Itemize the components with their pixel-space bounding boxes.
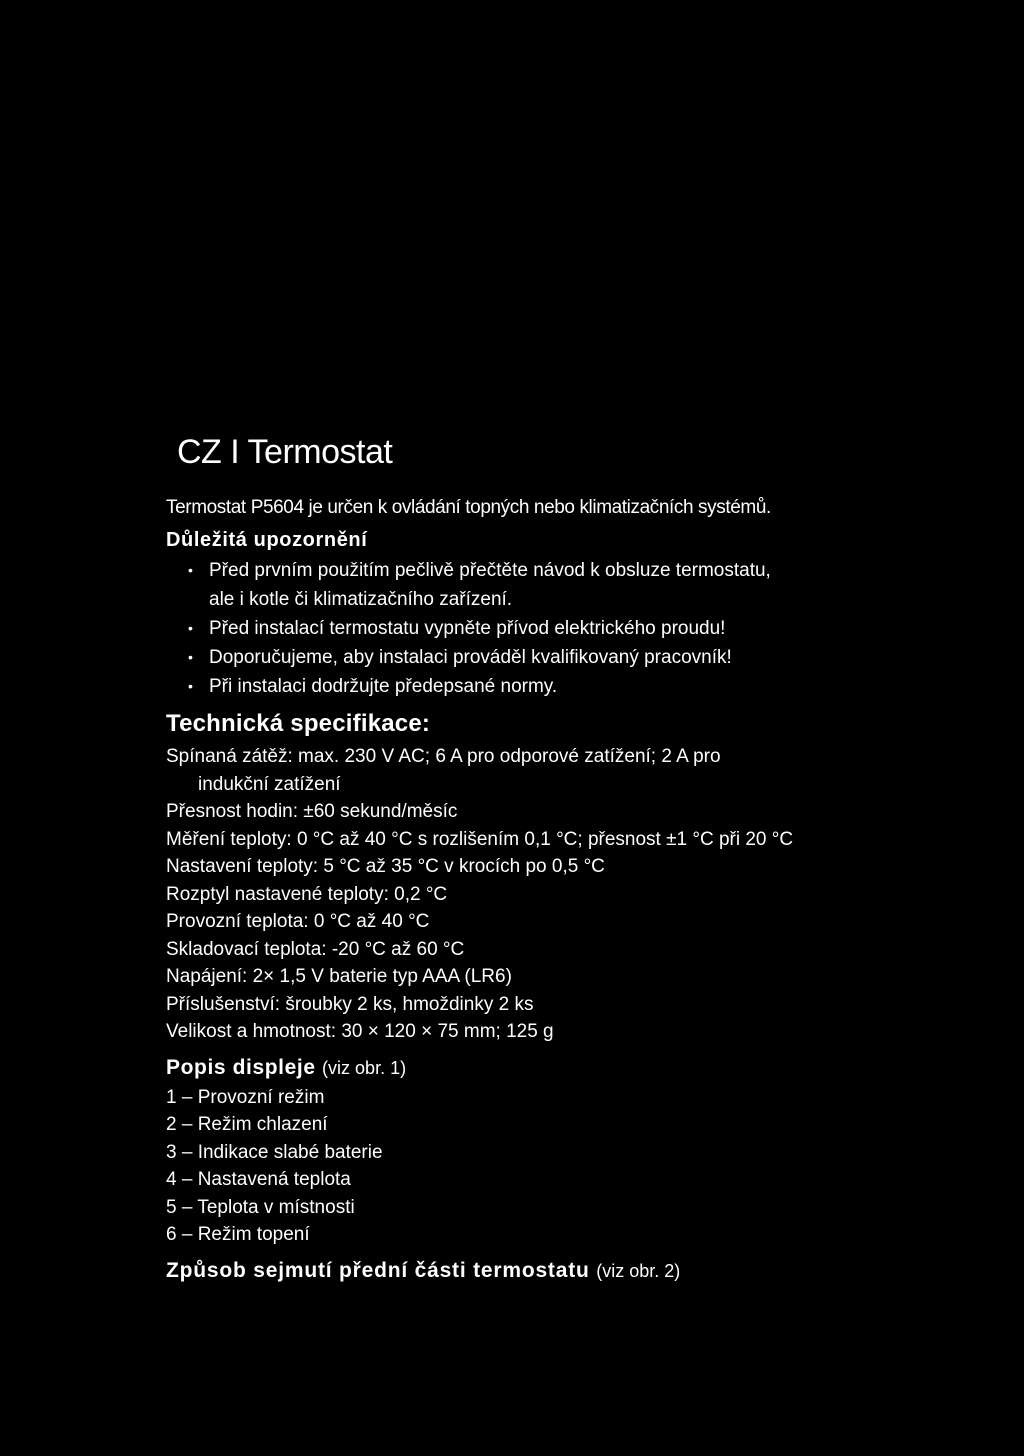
list-item: 5 – Teplota v místnosti — [166, 1196, 355, 1218]
list-item: 2 – Režim chlazení — [166, 1114, 328, 1135]
bullet-icon: • — [188, 620, 193, 636]
spec-line-continuation: indukční zatížení — [198, 773, 341, 795]
bullet-icon: • — [188, 649, 193, 665]
list-item — [166, 672, 866, 701]
spec-line: Skladovací teplota: -20 °C až 60 °C — [166, 938, 465, 960]
bullet-icon: • — [188, 562, 193, 578]
spec-line: Napájení: 2× 1,5 V baterie typ AAA (LR6) — [166, 966, 512, 987]
spec-line: Příslušenství: šroubky 2 ks, hmoždinky 2 ks — [166, 993, 534, 1015]
list-item: 4 – Nastavená teplota — [166, 1169, 351, 1190]
removal-heading — [166, 1255, 866, 1287]
list-item: 6 – Režim topení — [166, 1224, 310, 1245]
display-heading — [166, 1052, 866, 1084]
removal-heading-suffix: (viz obr. 2) — [596, 1260, 681, 1281]
list-item — [166, 614, 866, 643]
removal-heading-text: Způsob sejmutí přední části termostatu — [166, 1258, 590, 1282]
list-item — [166, 643, 866, 672]
bullet-icon: • — [188, 678, 193, 694]
spec-line: Spínaná zátěž: max. 230 V AC; 6 A pro odporové zatížení; 2 A pro — [166, 746, 721, 767]
spec-line: Velikost a hmotnost: 30 × 120 × 75 mm; 125 g — [166, 1021, 554, 1042]
list-item: 3 – Indikace slabé baterie — [166, 1141, 383, 1163]
display-heading-text: Popis displeje — [166, 1055, 316, 1079]
warnings-list — [166, 556, 866, 701]
specs-list — [166, 743, 866, 1046]
list-item-text: ale i kotle či klimatizačního zařízení. — [209, 589, 513, 610]
spec-line: Přesnost hodin: ±60 sekund/měsíc — [166, 801, 458, 822]
display-list — [166, 1084, 866, 1249]
manual-content — [166, 494, 866, 1287]
spec-line: Měření teploty: 0 °C až 40 °C s rozlišením 0,1 °C; přesnost ±1 °C při 20 °C — [166, 828, 794, 850]
list-item-text: Před prvním použitím pečlivě přečtěte návod k obsluze termostatu, — [209, 560, 771, 581]
list-item-text: Před instalací termostatu vypněte přívod elektrického proudu! — [209, 618, 726, 639]
intro-text: Termostat P5604 je určen k ovládání topných nebo klimatizačních systémů. — [166, 497, 771, 518]
spec-line: Rozptyl nastavené teploty: 0,2 °C — [166, 883, 448, 905]
list-item — [166, 556, 866, 585]
list-item-continuation — [166, 585, 866, 614]
specs-heading: Technická specifikace: — [166, 710, 431, 737]
spec-line: Provozní teplota: 0 °C až 40 °C — [166, 911, 430, 932]
list-item-text: Při instalaci dodržujte předepsané normy. — [209, 676, 558, 697]
page-title: CZ I Termostat — [177, 433, 393, 471]
warnings-heading: Důležitá upozornění — [166, 529, 368, 551]
list-item: 1 – Provozní režim — [166, 1086, 325, 1108]
display-heading-suffix: (viz obr. 1) — [322, 1057, 407, 1078]
list-item-text: Doporučujeme, aby instalaci prováděl kvalifikovaný pracovník! — [209, 647, 732, 668]
spec-line: Nastavení teploty: 5 °C až 35 °C v krocích po 0,5 °C — [166, 856, 605, 877]
